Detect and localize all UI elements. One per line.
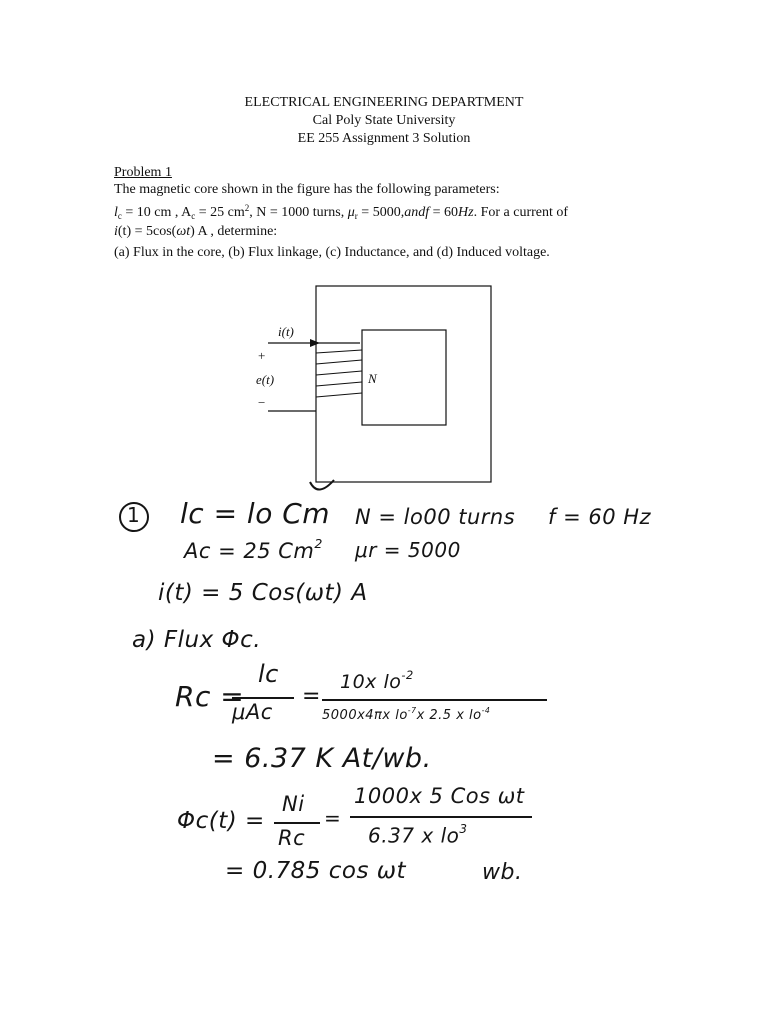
minus-sign: − — [258, 395, 266, 410]
university-name: Cal Poly State University — [312, 113, 456, 128]
reluctance-denominator-a: 5000x4πx lo — [322, 708, 408, 724]
turns-given: N = lo00 turns — [355, 505, 516, 529]
reluctance-fraction-bar — [232, 697, 294, 699]
hz-unit: Hz — [458, 205, 474, 220]
parameters-line — [114, 203, 568, 221]
turns-value: , N = 1000 turns, — [249, 205, 348, 220]
flux-denominator: Rc — [278, 826, 306, 850]
current-tail: ) A , determine: — [190, 224, 278, 239]
flux-value-fraction-bar — [350, 816, 532, 818]
circled-number: 1 — [127, 503, 141, 527]
frequency-given: f = 60 Hz — [548, 505, 652, 529]
ac-given — [184, 536, 323, 563]
reluctance-denominator-b: x 2.5 x lo — [416, 708, 482, 724]
part-a-heading: a) Flux Φc. — [132, 627, 262, 653]
reluctance-numerator-base: 10x lo — [340, 671, 402, 694]
coil-winding — [316, 350, 362, 397]
reluctance-lhs: Rc = — [175, 680, 245, 713]
magnetic-core-figure — [250, 280, 500, 490]
flux-numerator-value: 1000x 5 Cos ωt — [354, 784, 525, 808]
reluctance-denominator: μAc — [232, 700, 273, 724]
flux-denominator-exponent: 3 — [459, 822, 468, 836]
reluctance-value-fraction-bar — [322, 699, 547, 701]
reluctance-result: = 6.37 K At/wb. — [212, 743, 432, 774]
department-title: ELECTRICAL ENGINEERING DEPARTMENT — [244, 95, 524, 110]
flux-fraction-bar — [274, 822, 320, 824]
flux-denominator-value — [368, 822, 468, 848]
mu-symbol: μ — [347, 205, 355, 220]
plus-sign: + — [258, 348, 266, 363]
reluctance-denominator-exponent-2: -4 — [481, 706, 491, 715]
flux-numerator: Ni — [282, 792, 305, 816]
problem-parts: (a) Flux in the core, (b) Flux linkage, (c) Inductance, and (d) Induced voltage. — [114, 245, 550, 260]
turns-label: N — [368, 371, 377, 386]
current-line — [114, 224, 277, 240]
flux-equals: = — [324, 806, 342, 830]
mu-subscript: r — [354, 211, 358, 221]
mu-value: = 5000, — [357, 205, 405, 220]
problem-intro: The magnetic core shown in the figure has the following parameters: — [114, 182, 500, 197]
lc-subscript: c — [117, 211, 122, 221]
ac-symbol: A — [181, 205, 192, 220]
mu-given: μr = 5000 — [355, 538, 461, 562]
andf-text: andf — [404, 205, 430, 220]
ac-subscript: c — [191, 211, 196, 221]
lc-value: = 10 cm , — [121, 205, 182, 220]
reluctance-numerator-value — [340, 668, 414, 693]
problem-label: Problem 1 — [114, 165, 172, 180]
reluctance-numerator: lc — [258, 660, 279, 688]
omega-t: ωt — [176, 224, 191, 239]
reluctance-denominator-exponent-1: -7 — [407, 706, 417, 715]
current-arrow-icon — [310, 339, 320, 347]
reluctance-equals: = — [302, 684, 321, 709]
frequency-value: = 60 — [429, 205, 458, 220]
ac-superscript: 2 — [244, 203, 250, 213]
current-lead: . For a current of — [473, 205, 569, 220]
ac-given-value: Ac = 25 Cm — [184, 539, 315, 564]
lc-given: lc = lo Cm — [180, 497, 331, 530]
ac-value: = 25 cm — [195, 205, 245, 220]
current-given: i(t) = 5 Cos(ωt) A — [158, 580, 368, 606]
current-symbol: i — [114, 224, 118, 239]
ac-given-exponent: 2 — [314, 536, 323, 551]
reluctance-denominator-value — [322, 706, 490, 723]
lc-symbol: l — [114, 205, 118, 220]
flux-unit: wb. — [482, 860, 523, 885]
flux-lhs: Φc(t) = — [177, 808, 265, 834]
voltage-label: e(t) — [256, 372, 275, 387]
pen-mark-icon — [308, 478, 338, 496]
current-label: i(t) — [278, 324, 294, 339]
flux-denominator-base: 6.37 x lo — [368, 823, 460, 848]
flux-result: = 0.785 cos ωt — [225, 858, 407, 884]
current-expression: (t) = 5cos( — [117, 224, 177, 239]
reluctance-numerator-exponent: -2 — [401, 668, 414, 682]
assignment-title: EE 255 Assignment 3 Solution — [297, 131, 471, 146]
